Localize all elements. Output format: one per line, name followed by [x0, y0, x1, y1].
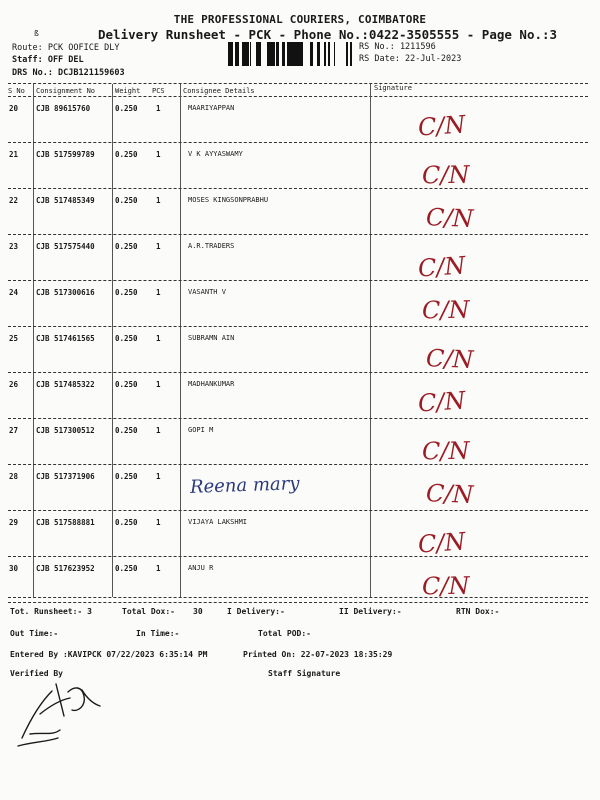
barcode-bar: [258, 42, 259, 66]
row-consignee: MAARIYAPPAN: [188, 104, 235, 112]
row-weight: 0.250: [115, 426, 138, 435]
row-separator: [8, 234, 588, 235]
barcode-bar: [230, 42, 232, 66]
row-pcs: 1: [156, 564, 161, 573]
corner-mark: ß: [34, 29, 39, 38]
row-pcs: 1: [156, 472, 161, 481]
row-consignment-no: CJB 517599789: [36, 150, 95, 159]
row-signature: C/N: [421, 436, 470, 466]
barcode-bar: [247, 42, 249, 66]
row-consignment-no: CJB 517461565: [36, 334, 95, 343]
row-weight: 0.250: [115, 564, 138, 573]
total-dox-value: 30: [193, 607, 203, 616]
row-signature: C/N: [425, 203, 474, 233]
tot-runsheet: Tot. Runsheet:- 3: [10, 607, 92, 616]
row-signature: C/N: [425, 344, 474, 374]
row-signature: C/N: [421, 295, 470, 325]
drs-number: DRS No.: DCJB121159603: [12, 68, 125, 78]
row-pcs: 1: [156, 426, 161, 435]
barcode-bar: [244, 42, 247, 66]
barcode-bar: [301, 42, 303, 66]
row-sno: 26: [9, 380, 19, 389]
barcode-bar: [351, 42, 352, 66]
barcode-bar: [329, 42, 330, 66]
barcode-image: [228, 42, 352, 66]
rs-number: RS No.: 1211596: [359, 42, 436, 52]
row-consignment-no: CJB 517371906: [36, 472, 95, 481]
row-consignment-no: CJB 89615760: [36, 104, 91, 113]
barcode-bar: [287, 42, 289, 66]
barcode-bar: [292, 42, 295, 66]
row-sno: 20: [9, 104, 19, 113]
rs-date: RS Date: 22-Jul-2023: [359, 54, 462, 64]
row-consignee: GOPI M: [188, 426, 214, 434]
row-sno: 25: [9, 334, 19, 343]
col-header-signature: Signature: [374, 84, 412, 92]
row-separator: [8, 464, 588, 465]
row-signature: C/N: [425, 479, 474, 509]
row-consignment-no: CJB 517300616: [36, 288, 95, 297]
row-consignee: A.R.TRADERS: [188, 242, 235, 250]
staff-signature-label: Staff Signature: [268, 669, 341, 678]
barcode-bar: [228, 42, 230, 66]
row-weight: 0.250: [115, 196, 138, 205]
verified-by: Verified By: [10, 669, 63, 678]
i-delivery: I Delivery:-: [227, 607, 285, 616]
barcode-bar: [272, 42, 275, 66]
row-consignee: ANJU R: [188, 564, 214, 572]
row-consignment-no: CJB 517300512: [36, 426, 95, 435]
barcode-bar: [346, 42, 348, 66]
row-separator: [8, 142, 588, 143]
row-consignment-no: CJB 517623952: [36, 564, 95, 573]
row-consignment-no: CJB 517588881: [36, 518, 95, 527]
row-sno: 23: [9, 242, 19, 251]
barcode-bar: [299, 42, 301, 66]
route-label: Route: PCK OOFICE DLY: [12, 43, 120, 53]
row-sno: 29: [9, 518, 19, 527]
row-consignee: MOSES KINGSONPRABHU: [188, 196, 269, 204]
col-header-consignee: Consignee Details: [183, 87, 255, 95]
row-weight: 0.250: [115, 334, 138, 343]
row-sno: 28: [9, 472, 19, 481]
row-consignee: V K AYYASWAMY: [188, 150, 243, 158]
barcode-bar: [242, 42, 244, 66]
row-consignee: MADHANKUMAR: [188, 380, 235, 388]
row-separator: [8, 510, 588, 511]
row-separator: [8, 556, 588, 557]
row-signature: C/N: [417, 386, 467, 418]
ii-delivery: II Delivery:-: [339, 607, 402, 616]
row-weight: 0.250: [115, 242, 138, 251]
barcode-bar: [232, 42, 233, 66]
row-sno: 24: [9, 288, 19, 297]
barcode-bar: [282, 42, 285, 66]
row-separator: [8, 602, 588, 603]
row-weight: 0.250: [115, 288, 138, 297]
row-signature: C/N: [417, 251, 467, 283]
barcode-bar: [238, 42, 239, 66]
column-divider: [112, 84, 113, 597]
row-weight: 0.250: [115, 518, 138, 527]
row-pcs: 1: [156, 334, 161, 343]
barcode-bar: [310, 42, 313, 66]
column-divider: [180, 84, 181, 597]
row-pcs: 1: [156, 196, 161, 205]
barcode-bar: [256, 42, 258, 66]
table-top-rule: [8, 83, 588, 84]
company-title: THE PROFESSIONAL COURIERS, COIMBATORE: [173, 13, 427, 26]
total-dox-label: Total Dox:-: [122, 607, 175, 616]
row-signature: C/N: [417, 110, 467, 142]
barcode-bar: [328, 42, 329, 66]
column-divider: [33, 84, 34, 597]
row-consignment-no: CJB 517575440: [36, 242, 95, 251]
col-header-consignment: Consignment No: [36, 87, 96, 95]
row-pcs: 1: [156, 242, 161, 251]
column-divider: [370, 84, 371, 597]
barcode-bar: [250, 42, 251, 66]
row-consignment-no: CJB 517485349: [36, 196, 95, 205]
table-header-rule: [8, 96, 588, 97]
col-header-pcs: PCS: [152, 87, 165, 95]
row-consignee: VIJAYA LAKSHMI: [188, 518, 248, 526]
row-sno: 27: [9, 426, 19, 435]
barcode-bar: [317, 42, 320, 66]
row-pcs: 1: [156, 150, 161, 159]
row-separator: [8, 280, 588, 281]
barcode-bar: [295, 42, 296, 66]
row-weight: 0.250: [115, 472, 138, 481]
row-weight: 0.250: [115, 380, 138, 389]
barcode-bar: [259, 42, 261, 66]
barcode-bar: [267, 42, 269, 66]
row-signature: C/N: [417, 527, 467, 559]
row-pcs: 1: [156, 104, 161, 113]
row-separator: [8, 326, 588, 327]
barcode-bar: [235, 42, 238, 66]
printed-on: Printed On: 22-07-2023 18:35:29: [243, 650, 393, 659]
row-handwritten-consignee: Reena mary: [189, 473, 300, 498]
row-pcs: 1: [156, 518, 161, 527]
row-pcs: 1: [156, 288, 161, 297]
barcode-bar: [289, 42, 292, 66]
out-time: Out Time:-: [10, 629, 59, 638]
row-separator: [8, 188, 588, 189]
barcode-bar: [269, 42, 272, 66]
table-bottom-rule: [8, 597, 588, 598]
col-header-weight: Weight: [115, 87, 141, 95]
row-signature: C/N: [421, 571, 470, 601]
rtn-dox: RTN Dox:-: [456, 607, 500, 616]
row-pcs: 1: [156, 380, 161, 389]
entered-by: Entered By :KAVIPCK 07/22/2023 6:35:14 PM: [10, 650, 208, 659]
barcode-bar: [324, 42, 326, 66]
row-consignee: VASANTH V: [188, 288, 226, 296]
verifier-signature: [12, 676, 112, 748]
row-separator: [8, 372, 588, 373]
row-separator: [8, 418, 588, 419]
total-pod: Total POD:-: [258, 629, 311, 638]
staff-label: Staff: OFF DEL: [12, 55, 84, 65]
col-header-sno: S No: [8, 87, 25, 95]
barcode-bar: [276, 42, 279, 66]
row-sno: 30: [9, 564, 19, 573]
in-time: In Time:-: [136, 629, 180, 638]
barcode-bar: [350, 42, 351, 66]
row-consignment-no: CJB 517485322: [36, 380, 95, 389]
row-weight: 0.250: [115, 150, 138, 159]
row-sno: 21: [9, 150, 19, 159]
row-signature: C/N: [421, 160, 470, 190]
row-weight: 0.250: [115, 104, 138, 113]
barcode-bar: [334, 42, 335, 66]
barcode-bar: [296, 42, 299, 66]
row-consignee: SUBRAMN AIN: [188, 334, 235, 342]
runsheet-title: Delivery Runsheet - PCK - Phone No.:0422-3505555 - Page No.:3: [98, 27, 558, 42]
row-sno: 22: [9, 196, 19, 205]
